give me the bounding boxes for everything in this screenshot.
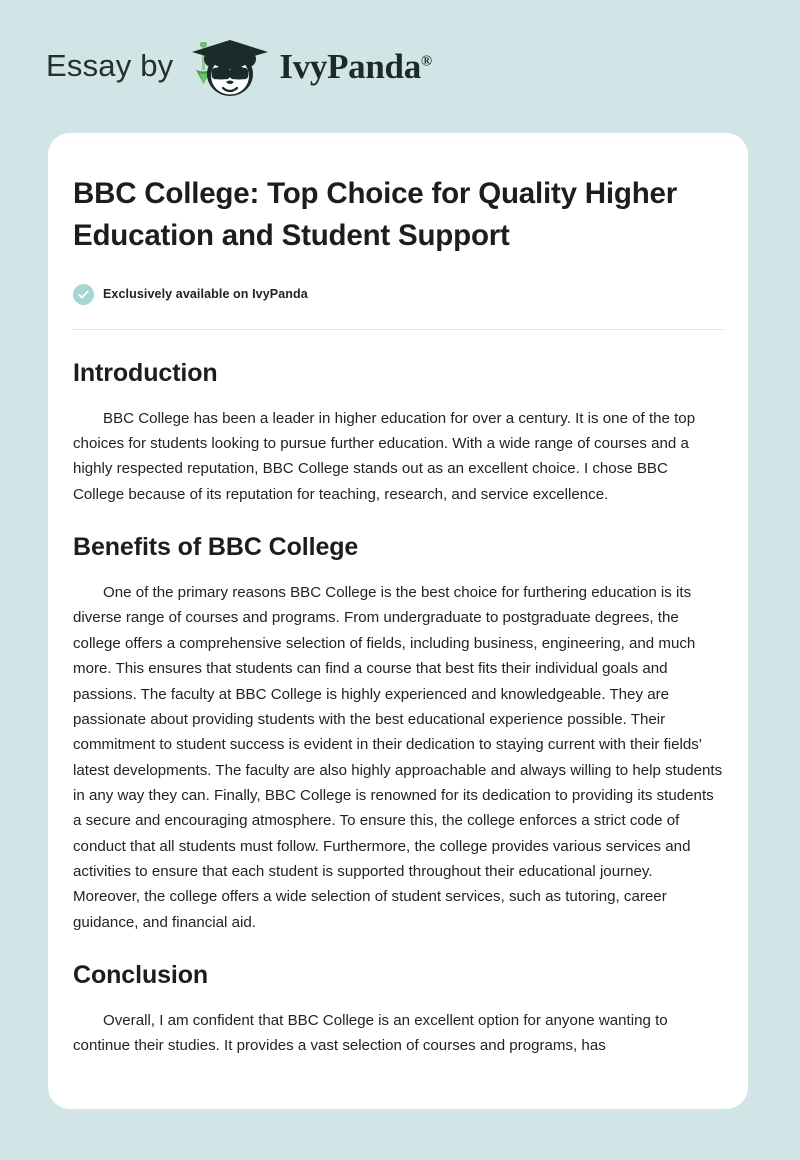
brand-header	[0, 0, 800, 133]
essay-paper-card	[48, 133, 748, 1109]
registered-trademark-mark: ®	[420, 53, 432, 70]
status-badge	[73, 284, 723, 305]
page-title: BBC College: Top Choice for Quality Higher Education and Student Support	[73, 177, 678, 252]
section-paragraph: Overall, I am confident that BBC College is an excellent option for anyone wanting to continue their studies. It provides a vast selection of courses and programs, has	[73, 1011, 668, 1055]
brand-name-text: IvyPanda	[279, 47, 421, 86]
section-heading: Conclusion	[73, 960, 209, 989]
brand-logo-group[interactable]	[46, 32, 432, 102]
status-badge-label: Exclusively available on IvyPanda	[103, 287, 308, 302]
section-paragraph: BBC College has been a leader in higher education for over a century. It is one of the top choices for students looking to pursue further education. With a wide range of courses and a highly respected reputation, BBC College stands out as an excellent choice. I chose BBC College because of its reputation for teaching, research, and service excellence.	[73, 409, 696, 503]
section-heading: Benefits of BBC College	[73, 533, 359, 562]
title-divider	[73, 329, 723, 330]
section-heading: Introduction	[73, 358, 218, 387]
essay-by-label: Essay by	[46, 48, 174, 83]
section-benefits	[73, 533, 723, 935]
section-paragraph: One of the primary reasons BBC College is the best choice for furthering education is its diverse range of courses and programs. From undergraduate to postgraduate degrees, the college offers a comprehensive selection of fields, including business, engineering, and much more. This ensures that students can find a course that best fits their individual goals and passions. The faculty at BBC College is highly experienced and knowledgeable. They are passionate about providing students with the best educational experience possible. Their commitment to student success is evident in their dedication to staying current with their fields' latest developments. The faculty are also highly approachable and always willing to help students in any way they can. Finally, BBC College is renowned for its dedication to providing its students a secure and encouraging atmosphere. To ensure this, the college enforces a strict code of conduct that all students must follow. Furthermore, the college provides various services and activities to ensure that each student is supported throughout their educational journey. Moreover, the college offers a wide selection of student services, such as tutoring, career guidance, and financial aid.	[73, 584, 723, 931]
section-conclusion	[73, 961, 723, 1059]
panda-graduate-icon	[187, 32, 273, 102]
section-introduction	[73, 359, 723, 507]
essay-content	[48, 133, 748, 1059]
brand-wordmark	[279, 49, 431, 84]
check-circle-icon	[73, 284, 94, 305]
